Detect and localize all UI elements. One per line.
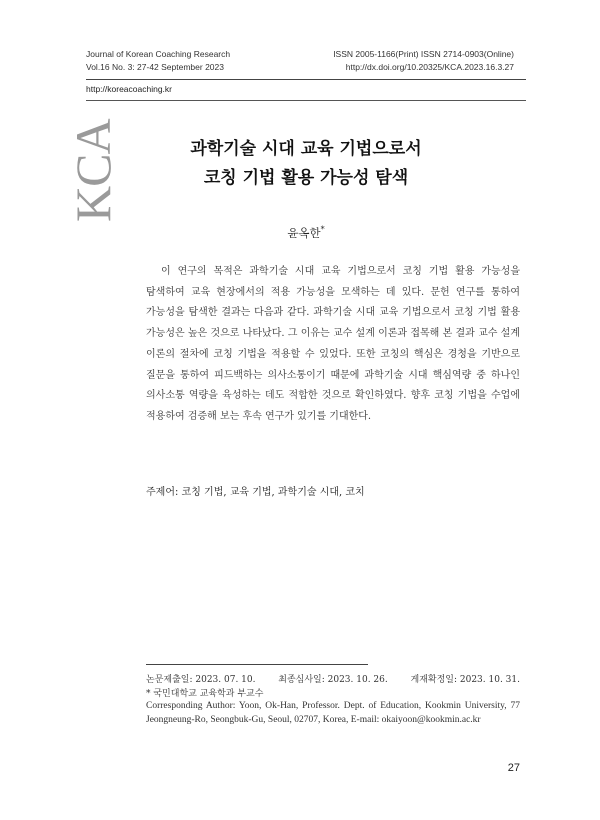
author-footnote-mark: * <box>320 225 325 234</box>
submitted-date: 논문제출일: 2023. 07. 10. <box>146 675 256 685</box>
reviewed-date: 최종심사일: 2023. 10. 26. <box>278 675 388 685</box>
author-affiliation: * 국민대학교 교육학과 부교수 <box>146 689 264 699</box>
journal-header <box>86 48 230 74</box>
journal-issue: Vol.16 No. 3: 27-42 September 2023 <box>86 62 224 72</box>
keywords-label: 주제어: <box>146 487 179 498</box>
page-number: 27 <box>507 762 520 774</box>
kca-logo: KCA <box>65 119 121 222</box>
accepted-date: 게재확정일: 2023. 10. 31. <box>410 675 520 685</box>
header-divider-2 <box>86 100 526 101</box>
header-divider <box>86 79 526 80</box>
journal-name: Journal of Korean Coaching Research <box>86 49 231 59</box>
footnote-dates <box>146 672 520 685</box>
footnote-divider <box>146 664 368 665</box>
title-line-1: 과학기술 시대 교육 기법으로서 <box>190 139 422 159</box>
keywords <box>146 483 526 498</box>
corresponding-author: Corresponding Author: Yoon, Ok-Han, Professor. Dept. of Education, Kookmin University, 77 Jeongneung-Ro, Seongbuk-Gu, Seoul, 02707, Korea, E-mail: okaiyoon@kookmin.ac.kr <box>146 701 520 725</box>
journal-url[interactable]: http://koreacoaching.kr <box>86 84 172 94</box>
issn: ISSN 2005-1166(Print) ISSN 2714-0903(Online) <box>333 49 514 59</box>
doi-link[interactable]: http://dx.doi.org/10.20325/KCA.2023.16.3.27 <box>345 62 514 72</box>
author-name: 윤옥한 <box>287 226 321 240</box>
author <box>86 225 526 241</box>
journal-identifiers <box>333 48 514 74</box>
abstract: 이 연구의 목적은 과학기술 시대 교육 기법으로서 코칭 기법 활용 가능성을 탐색하여 교육 현장에서의 적용 가능성을 모색하는 데 있다. 문헌 연구를 통하여 가능성을 탐색한 결과는 다음과 같다. 과학기술 시대 교육 기법으로서 코칭 기법 활용 가능성은 높은 것으로 나타났다. 그 이유는 교수 설계 이론과 접목해 본 결과 교수 설계 이론의 절차에 코칭 기법을 적용할 수 있었다. 또한 코칭의 핵심은 경청을 기반으로 질문을 통하여 피드백하는 의사소통이기 때문에 과학기술 시대 핵심역량 중 하나인 의사소통 역량을 육성하는 데도 적합한 것으로 확인하였다. 향후 코칭 기법을 수업에 적용하여 검증해 보는 후속 연구가 있기를 기대한다. <box>146 266 520 422</box>
keywords-text: 코칭 기법, 교육 기법, 과학기술 시대, 코치 <box>181 487 365 498</box>
title-line-2: 코칭 기법 활용 가능성 탐색 <box>203 168 409 188</box>
